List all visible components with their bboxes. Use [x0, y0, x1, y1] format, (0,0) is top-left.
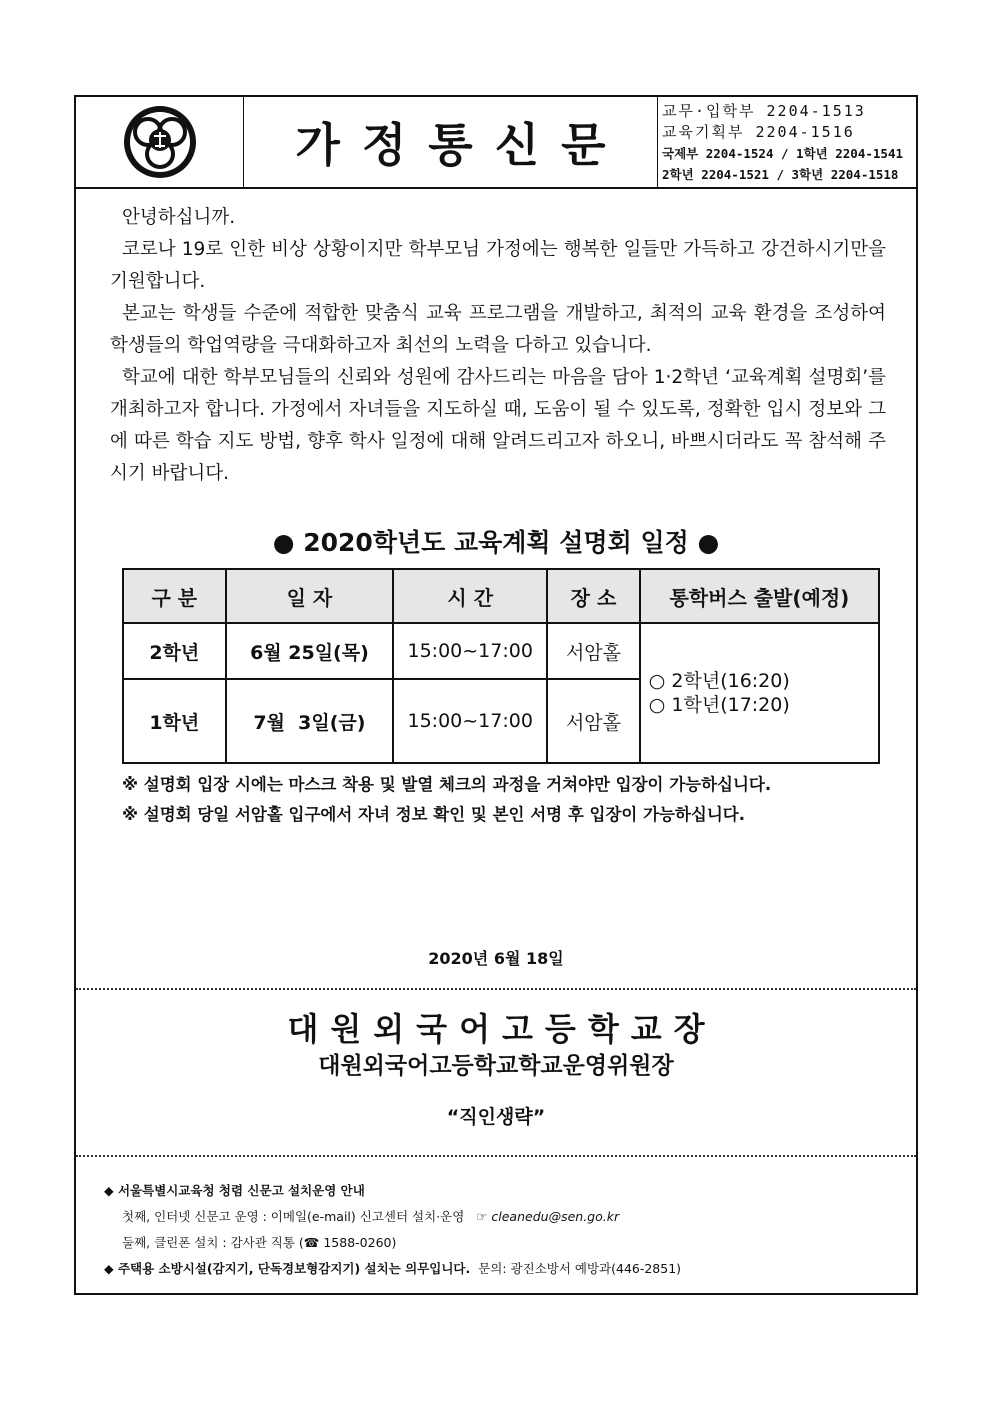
school-emblem-icon	[120, 102, 200, 182]
footer-text: 첫째, 인터넷 신문고 운영 : 이메일(e-mail) 신고센터 설치·운영	[122, 1209, 465, 1224]
schedule-title: ● 2020학년도 교육계획 설명회 일정 ●	[272, 528, 720, 557]
paragraph: 학교에 대한 학부모님들의 신뢰와 성원에 감사드리는 마음을 담아 1·2학년 ‘교육계획 설명회’를 개최하고자 합니다. 가정에서 자녀들을 지도하실 때, 도움이 될 수 있도록, 정확한 입시 정보와 그에 따른 학습 지도 방법, 향후 학사 일정에 대해 알려드리고자 하오니, 바쁘시더라도 꼭 참석해 주시기 바랍니다.	[110, 367, 886, 484]
header-cell: 장 소	[547, 569, 640, 623]
page-title: 가정통신문	[244, 97, 658, 187]
place-cell: 서암홀	[547, 679, 640, 763]
contact-line: 2학년 2204-1521 / 3학년 2204-1518	[662, 167, 899, 182]
grade-cell: 1학년	[123, 679, 226, 763]
email-link[interactable]: ☞ cleanedu@sen.go.kr	[476, 1209, 620, 1224]
committee-chair: 대원외국어고등학교학교운영위원장	[318, 1053, 674, 1079]
grade-cell: 2학년	[123, 623, 226, 679]
footer-line	[104, 1204, 681, 1230]
contact-line: 교육기획부 2204-1516	[662, 123, 855, 141]
footer-contact: 문의: 광진소방서 예방과(446-2851)	[478, 1261, 682, 1276]
note: ※ 설명회 당일 서암홀 입구에서 자녀 정보 확인 및 본인 서명 후 입장이 가능하십니다.	[122, 805, 745, 824]
footer-line	[104, 1256, 681, 1282]
header	[76, 97, 916, 189]
footer-heading: ◆ 서울특별시교육청 청렴 신문고 설치운영 안내	[104, 1183, 365, 1198]
contact-line: 교무·입학부 2204-1513	[662, 102, 866, 120]
letter-body	[110, 202, 886, 490]
time-cell: 15:00~17:00	[393, 679, 547, 763]
place-cell: 서암홀	[547, 623, 640, 679]
date-cell: 7월 3일(금)	[226, 679, 394, 763]
logo-cell	[76, 97, 244, 187]
bus-cell	[640, 623, 879, 763]
seal-omitted: “직인생략”	[446, 1106, 546, 1128]
header-cell: 통학버스 출발(예정)	[640, 569, 879, 623]
contact-line: 국제부 2204-1524 / 1학년 2204-1541	[662, 146, 903, 161]
header-cell: 시 간	[393, 569, 547, 623]
divider	[76, 988, 916, 990]
header-cell: 구 분	[123, 569, 226, 623]
greeting: 안녕하십니까.	[122, 207, 236, 228]
time-cell: 15:00~17:00	[393, 623, 547, 679]
bus-time: ○ 1학년(17:20)	[648, 694, 790, 716]
header-cell: 일 자	[226, 569, 394, 623]
footer-heading: ◆ 주택용 소방시설(감지기, 단독경보형감지기) 설치는 의무입니다.	[104, 1261, 471, 1276]
table-header-row	[123, 569, 879, 623]
note: ※ 설명회 입장 시에는 마스크 착용 및 발열 체크의 과정을 거쳐야만 입장이 가능하십니다.	[122, 775, 772, 794]
footer	[104, 1178, 681, 1282]
issue-date: 2020년 6월 18일	[428, 949, 564, 968]
schedule-table	[122, 568, 880, 764]
table-row	[123, 623, 879, 679]
divider	[76, 1155, 916, 1157]
contact-list	[662, 101, 916, 187]
school-principal: 대원외국어고등학교장	[287, 1010, 717, 1048]
bus-time: ○ 2학년(16:20)	[648, 670, 790, 692]
paragraph: 본교는 학생들 수준에 적합한 맞춤식 교육 프로그램을 개발하고, 최적의 교육 환경을 조성하여 학생들의 학업역량을 극대화하고자 최선의 노력을 다하고 있습니다.	[110, 303, 886, 356]
schedule-notes	[122, 770, 771, 830]
paragraph: 코로나 19로 인한 비상 상황이지만 학부모님 가정에는 행복한 일들만 가득하고 강건하시기만을 기원합니다.	[110, 239, 886, 292]
footer-line: 둘째, 클린폰 설치 : 감사관 직통 (☎ 1588-0260)	[122, 1235, 397, 1250]
date-cell: 6월 25일(목)	[226, 623, 394, 679]
